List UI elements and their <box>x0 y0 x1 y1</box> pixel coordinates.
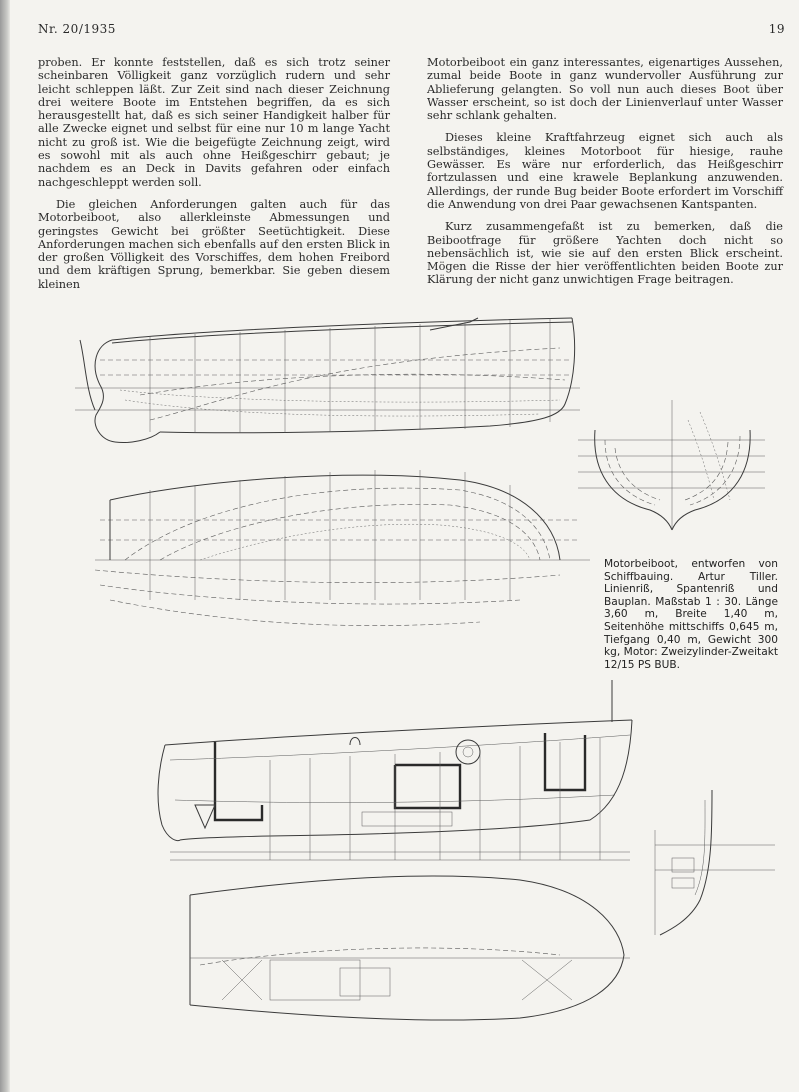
construction-section <box>655 790 775 935</box>
paragraph: proben. Er konnte feststellen, daß es sich trotz seiner scheinbaren Völligkeit ganz vorzüglich rudern und sehr leicht schleppen läßt. Zur Zeit sind nach dieser Zeichnung drei weitere Boote im Entstehen begriffen, da es sich herausgestellt hat, daß es sich seiner Handigkeit halber für alle Zwecke eignet und selbst für eine nur 10 m lange Yacht nicht zu groß ist. Wie die beigefügte Zeichnung zeigt, wird es sowohl mit als auch ohne Heißgeschirr gebaut; je nachdem es an Deck in Davits gefahren oder einfach nachgeschleppt werden soll. <box>38 56 390 189</box>
half-breadth-plan <box>95 470 590 626</box>
body-plan <box>578 400 765 530</box>
paragraph: Die gleichen Anforderungen galten auch für das Motorbeiboot, also allerkleinste Abmessungen und geringstes Gewicht bei größter Seetüchtigkeit. Diese Anforderungen machen sich ebenfalls auf den ersten Blick in der großen Völligkeit des Vorschiffes, dem hohen Freibord und dem kräftigen Sprung, bemerkbar. Sie geben diesem kleinen <box>38 197 390 291</box>
figure-caption: Motorbeiboot, entworfen von Schiffbauing. Artur Tiller. Linienriß, Spantenriß und Bauplan. Maßstab 1 : 30. Länge 3,60 m, Breite 1,40 m, Seitenhöhe mittschiffs 0,645 m, Tiefgang 0,40 m, Gewicht 300 kg, Motor: Zweizylinder-Zweitakt 12/15 PS BUB. <box>604 558 778 671</box>
construction-profile <box>158 680 632 860</box>
deck-plan <box>190 876 630 1020</box>
profile-view <box>75 318 580 443</box>
paragraph: Dieses kleine Kraftfahrzeug eignet sich auch als selbständiges, kleines Motorboot für hiesige, rauhe Gewässer. Es wäre nur erforderlich, das Heißgeschirr fortzulassen und eine krawele Beplankung anzuwenden. Allerdings, der runde Bug beider Boote erfordert im Vorschiff die Anwendung von drei Paar gewachsenen Kantspanten. <box>427 131 783 211</box>
page-number: 19 <box>768 22 785 36</box>
paragraph: Kurz zusammengefaßt ist zu bemerken, daß die Beibootfrage für größere Yachten doch nicht so nebensächlich ist, wie sie auf den ersten Blick erscheint. Mögen die Risse der hier veröffentlichten beiden Boote zur Klärung der nicht ganz unwichtigen Frage beitragen. <box>427 220 783 287</box>
issue-number: Nr. 20/1935 <box>38 22 116 36</box>
paragraph: Motorbeiboot ein ganz interessantes, eigenartiges Aussehen, zumal beide Boote in ganz wundervoller Ausführung zur Ablieferung gelangten. So voll nun auch dieses Boot über Wasser erscheint, so ist doch der Linienverlauf unter Wasser sehr schlank gehalten. <box>427 56 783 123</box>
